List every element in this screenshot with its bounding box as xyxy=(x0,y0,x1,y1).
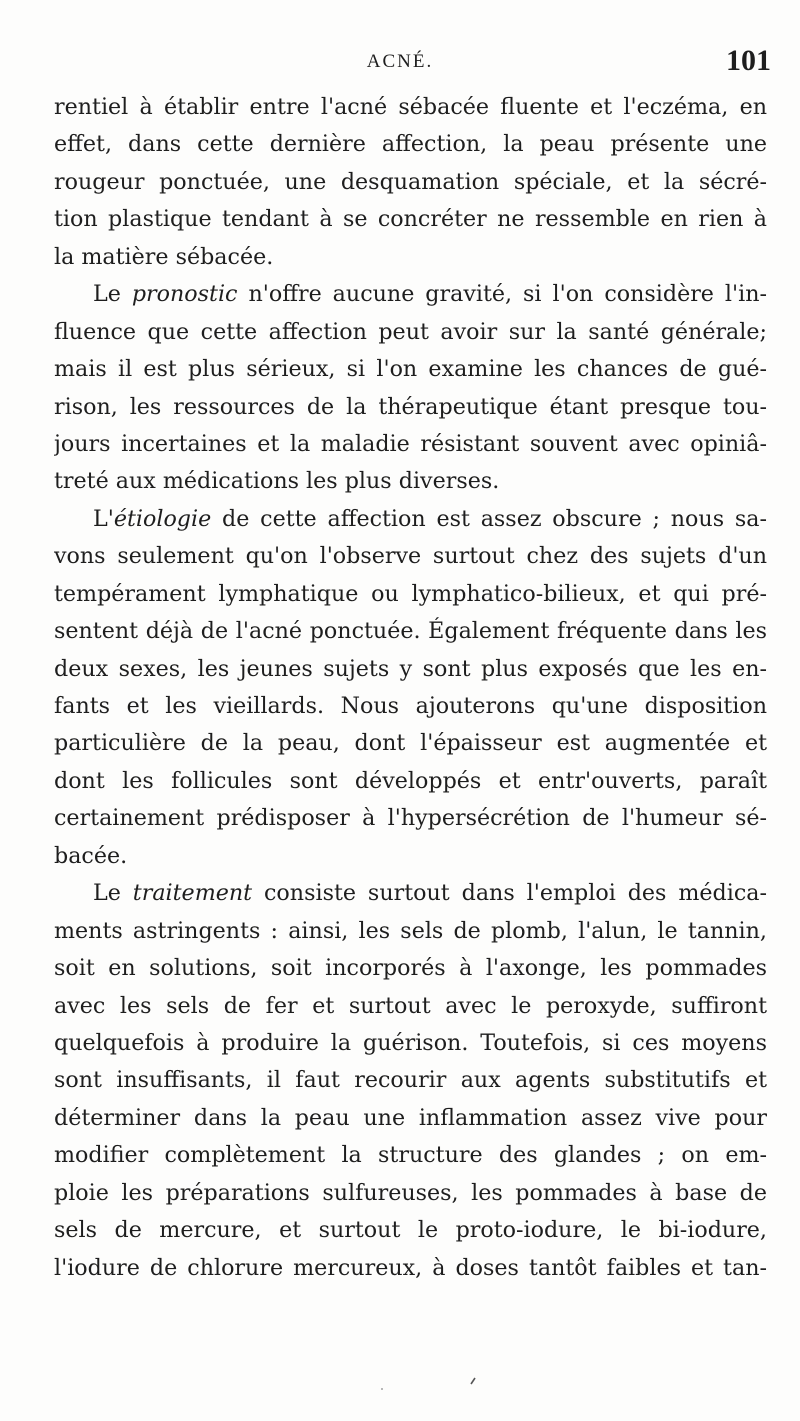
text-fragment: de cette affection est assez obscure ; nous sa- xyxy=(211,505,767,532)
text-fragment: consiste surtout dans l'emploi des médica- xyxy=(252,880,767,907)
text-line-pronostic xyxy=(54,276,767,313)
running-title: ACNÉ. xyxy=(366,51,434,72)
text-line: certainement prédisposer à l'hypersécrétion de l'humeur sé- xyxy=(54,805,767,832)
text-line: l'iodure de chlorure mercureux, à doses tantôt faibles et tan- xyxy=(54,1254,767,1281)
text-line: rougeur ponctuée, une desquamation spéciale, et la sécré- xyxy=(54,168,767,195)
text-line: soit en solutions, soit incorporés à l'axonge, les pommades xyxy=(54,955,767,982)
text-line: sentent déjà de l'acné ponctuée. Également fréquente dans les xyxy=(54,618,767,645)
text-line: déterminer dans la peau une inflammation assez vive pour xyxy=(54,1104,767,1131)
text-line: ploie les préparations sulfureuses, les pommades à base de xyxy=(54,1179,767,1206)
text-line: tempérament lymphatique ou lymphatico-bilieux, et qui pré- xyxy=(54,580,767,607)
text-line: modifier complètement la structure des glandes ; on em- xyxy=(54,1142,767,1169)
text-line: particulière de la peau, dont l'épaisseur est augmentée et xyxy=(54,730,767,757)
text-line: la matière sébacée. xyxy=(54,243,274,270)
section-term-pronostic: pronostic xyxy=(131,281,238,308)
text-line: mais il est plus sérieux, si l'on examine les chances de gué- xyxy=(54,356,767,383)
text-line: tion plastique tendant à se concréter ne ressemble en rien à xyxy=(54,206,767,233)
text-line: deux sexes, les jeunes sujets y sont plus exposés que les en- xyxy=(54,655,767,682)
text-fragment: n'offre aucune gravité, si l'on considère l'in- xyxy=(237,281,767,308)
text-line: rison, les ressources de la thérapeutique étant presque tou- xyxy=(54,393,767,420)
text-line: quelquefois à produire la guérison. Toutefois, si ces moyens xyxy=(54,1029,767,1056)
body-text xyxy=(54,89,767,1287)
text-line: fluence que cette affection peut avoir sur la santé générale; xyxy=(54,318,767,345)
text-line: effet, dans cette dernière affection, la peau présente une xyxy=(54,131,767,158)
text-line: dont les follicules sont développés et entr'ouverts, paraît xyxy=(54,767,767,794)
text-line: treté aux médications les plus diverses. xyxy=(54,468,500,495)
text-line: avec les sels de fer et surtout avec le peroxyde, suffiront xyxy=(54,992,767,1019)
text-line: rentiel à établir entre l'acné sébacée fluente et l'eczéma, en xyxy=(54,94,767,120)
text-line: bacée. xyxy=(54,842,128,869)
text-line: sont insuffisants, il faut recourir aux agents substitutifs et xyxy=(54,1067,767,1094)
section-term-traitement: traitement xyxy=(132,880,253,907)
text-line: fants et les vieillards. Nous ajouterons qu'une disposition xyxy=(54,693,767,719)
text-fragment: Le xyxy=(93,281,132,308)
text-line: ments astringents : ainsi, les sels de plomb, l'alun, le tannin, xyxy=(54,917,767,944)
text-fragment: Le xyxy=(93,880,133,907)
text-line-traitement xyxy=(54,875,767,912)
text-line: sels de mercure, et surtout le proto-iodure, le bi-iodure, xyxy=(54,1217,767,1244)
page-number: 101 xyxy=(726,44,771,77)
text-fragment: L' xyxy=(93,505,114,532)
section-term-etiologie: étiologie xyxy=(113,505,212,532)
text-line-etiologie xyxy=(54,501,767,538)
text-line: vons seulement qu'on l'observe surtout chez des sujets d'un xyxy=(54,543,767,570)
text-line: jours incertaines et la maladie résistant souvent avec opiniâ- xyxy=(54,430,767,457)
